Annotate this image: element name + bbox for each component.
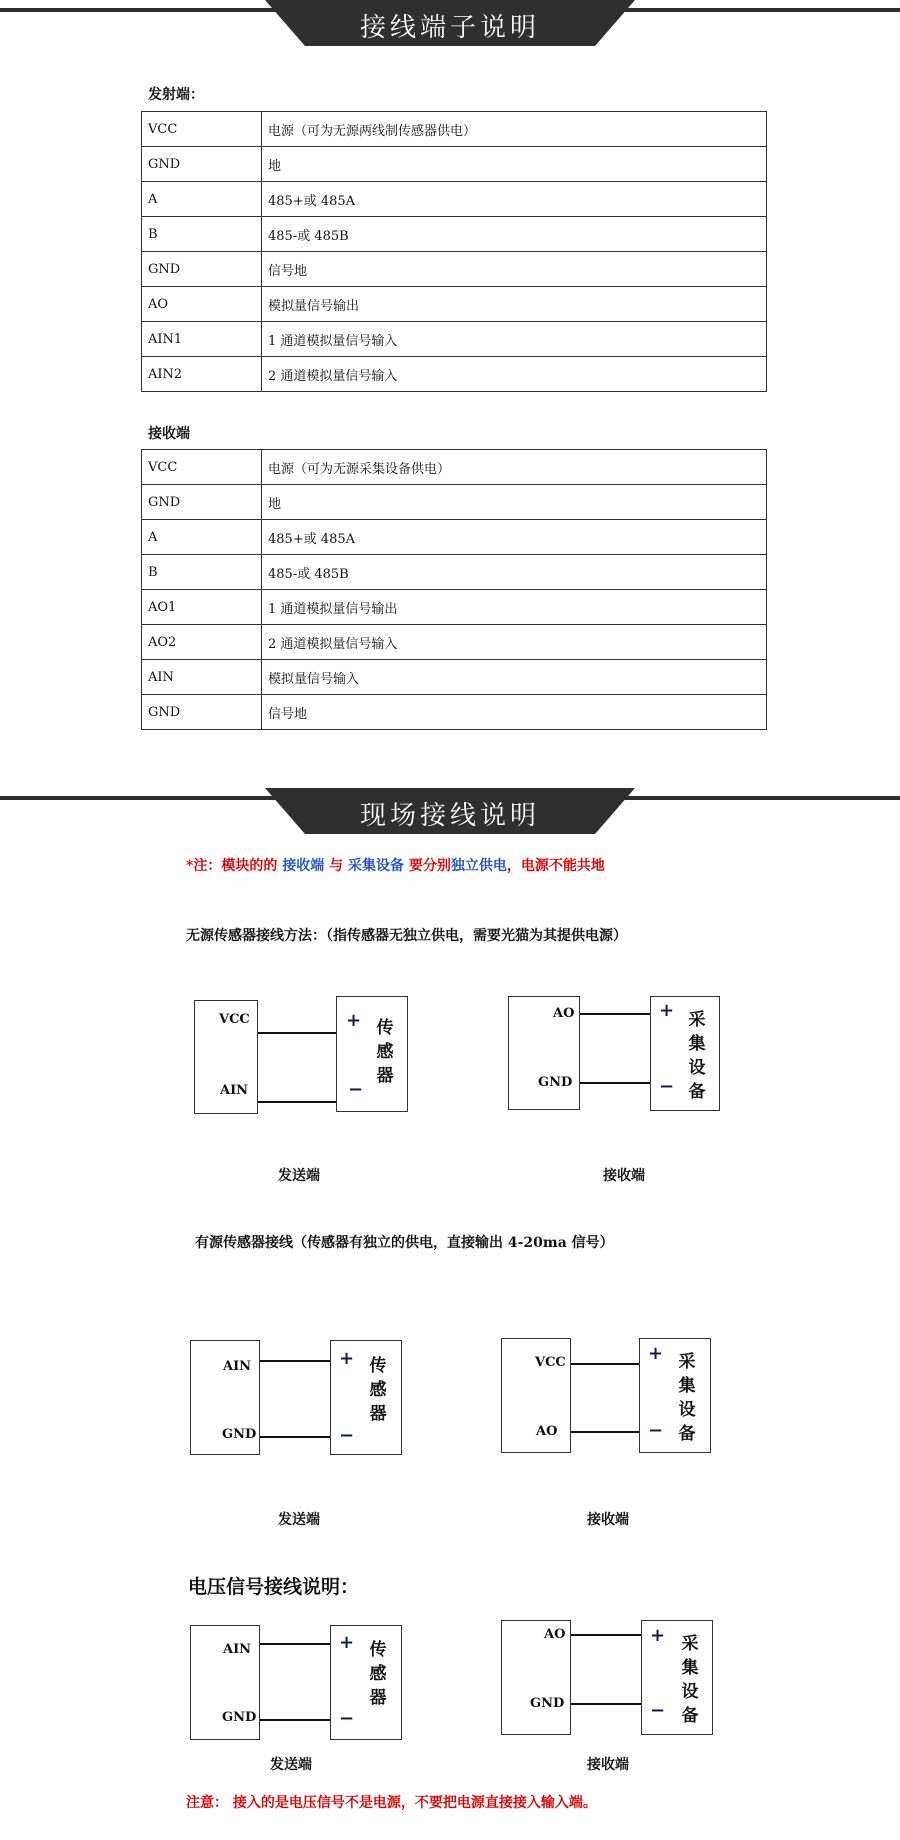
note-part: *注：模块的的: [186, 858, 283, 874]
wire: [258, 1032, 336, 1034]
section-banner: [0, 788, 900, 838]
plus-icon: +: [659, 1000, 675, 1021]
terminal-name: B: [142, 555, 262, 590]
collector-label: 采集设备: [681, 1634, 699, 1726]
receiver-caption: 接收端: [587, 1757, 629, 1773]
minus-icon: −: [348, 1079, 364, 1100]
wire: [260, 1436, 330, 1438]
terminal-name: VCC: [142, 450, 262, 485]
collector-label: 采集设备: [678, 1352, 696, 1444]
terminal-description: 485+或 485A: [262, 182, 767, 217]
terminal-name: AO: [142, 287, 262, 322]
table-row: [142, 182, 767, 217]
minus-icon: −: [648, 1420, 664, 1441]
plus-icon: +: [650, 1625, 666, 1646]
pin-gnd: GND: [222, 1710, 257, 1725]
table-row: [142, 217, 767, 252]
terminal-name: GND: [142, 252, 262, 287]
pin-gnd: GND: [222, 1427, 257, 1442]
terminal-description: 地: [262, 485, 767, 520]
terminal-name: VCC: [142, 112, 262, 147]
receiver-caption: 接收端: [587, 1512, 629, 1528]
terminal-description: 2 通道模拟量信号输入: [262, 357, 767, 392]
wire: [260, 1719, 330, 1721]
table-row: [142, 322, 767, 357]
table-row: [142, 555, 767, 590]
plus-icon: +: [339, 1632, 355, 1653]
terminal-name: GND: [142, 485, 262, 520]
minus-icon: −: [659, 1076, 675, 1097]
plus-icon: +: [346, 1010, 362, 1031]
table-row: [142, 147, 767, 182]
note-receiver: 接收端: [282, 858, 325, 874]
minus-icon: −: [339, 1425, 355, 1446]
active-heading: 有源传感器接线（传感器有独立的供电，直接输出 4-20ma 信号）: [195, 1235, 614, 1251]
wire: [571, 1431, 639, 1433]
terminal-description: 2 通道模拟量信号输入: [262, 625, 767, 660]
terminal-description: 模拟量信号输出: [262, 287, 767, 322]
terminal-description: 485-或 485B: [262, 555, 767, 590]
section-title: 接线端子说明: [359, 13, 540, 43]
table-row: [142, 450, 767, 485]
section-title: 现场接线说明: [359, 801, 540, 831]
table-row: [142, 590, 767, 625]
minus-icon: −: [650, 1700, 666, 1721]
wire: [571, 1703, 641, 1705]
receiver-table: [141, 449, 767, 730]
note-collector: 采集设备: [347, 858, 404, 874]
terminal-name: B: [142, 217, 262, 252]
pin-ain: AIN: [223, 1642, 252, 1657]
terminal-description: 485-或 485B: [262, 217, 767, 252]
terminal-name: GND: [142, 695, 262, 730]
terminal-description: 信号地: [262, 695, 767, 730]
section-banner: [0, 0, 900, 50]
passive-heading: 无源传感器接线方法：（指传感器无独立供电，需要光猫为其提供电源）: [186, 928, 627, 944]
sensor-label: 传感器: [369, 1356, 387, 1424]
terminal-name: AIN: [142, 660, 262, 695]
table-row: [142, 287, 767, 322]
pin-ain: AIN: [220, 1083, 249, 1098]
table-row: [142, 625, 767, 660]
transmitter-table: [141, 111, 767, 392]
wire: [571, 1634, 641, 1636]
note-independent: 独立供电: [450, 858, 507, 874]
note-part: 要分别: [403, 858, 451, 874]
table-row: [142, 660, 767, 695]
sender-caption: 发送端: [270, 1757, 312, 1773]
collector-label: 采集设备: [688, 1010, 706, 1102]
terminal-description: 模拟量信号输入: [262, 660, 767, 695]
power-note: [186, 855, 605, 875]
pin-vcc: VCC: [535, 1355, 566, 1370]
terminal-description: 电源（可为无源两线制传感器供电）: [262, 112, 767, 147]
terminal-name: A: [142, 182, 262, 217]
terminal-description: 信号地: [262, 252, 767, 287]
sensor-label: 传感器: [376, 1018, 394, 1086]
table-row: [142, 485, 767, 520]
terminal-description: 1 通道模拟量信号输入: [262, 322, 767, 357]
table-row: [142, 520, 767, 555]
warning-note: 注意： 接入的是电压信号不是电源，不要把电源直接接入输入端。: [186, 1795, 597, 1811]
banner-tab: [265, 0, 635, 48]
wire: [580, 1013, 650, 1015]
terminal-description: 电源（可为无源采集设备供电）: [262, 450, 767, 485]
wire: [580, 1082, 650, 1084]
pin-vcc: VCC: [219, 1012, 250, 1027]
pin-gnd: GND: [538, 1075, 573, 1090]
table-row: [142, 695, 767, 730]
table-row: [142, 252, 767, 287]
voltage-heading: 电压信号接线说明：: [188, 1576, 360, 1598]
terminal-name: GND: [142, 147, 262, 182]
pin-ao: AO: [536, 1424, 558, 1439]
terminal-name: A: [142, 520, 262, 555]
wire: [260, 1360, 330, 1362]
terminal-name: AIN1: [142, 322, 262, 357]
sender-caption: 发送端: [278, 1168, 320, 1184]
plus-icon: +: [648, 1343, 664, 1364]
pin-gnd: GND: [530, 1696, 565, 1711]
terminal-description: 地: [262, 147, 767, 182]
wire: [260, 1643, 330, 1645]
banner-tab: [265, 788, 635, 836]
receiver-label: 接收端: [148, 426, 190, 442]
pin-ao: AO: [544, 1627, 566, 1642]
terminal-description: 485+或 485A: [262, 520, 767, 555]
note-part: 与: [324, 858, 348, 874]
minus-icon: −: [339, 1708, 355, 1729]
wire: [258, 1101, 336, 1103]
terminal-name: AIN2: [142, 357, 262, 392]
plus-icon: +: [339, 1348, 355, 1369]
sender-caption: 发送端: [278, 1512, 320, 1528]
sensor-label: 传感器: [369, 1640, 387, 1708]
wire: [571, 1363, 639, 1365]
terminal-name: AO2: [142, 625, 262, 660]
table-row: [142, 357, 767, 392]
terminal-name: AO1: [142, 590, 262, 625]
terminal-description: 1 通道模拟量信号输出: [262, 590, 767, 625]
note-part: ，电源不能共地: [506, 858, 605, 874]
transmitter-label: 发射端：: [148, 87, 204, 103]
pin-ain: AIN: [223, 1359, 252, 1374]
table-row: [142, 112, 767, 147]
receiver-caption: 接收端: [603, 1168, 645, 1184]
pin-ao: AO: [553, 1006, 575, 1021]
